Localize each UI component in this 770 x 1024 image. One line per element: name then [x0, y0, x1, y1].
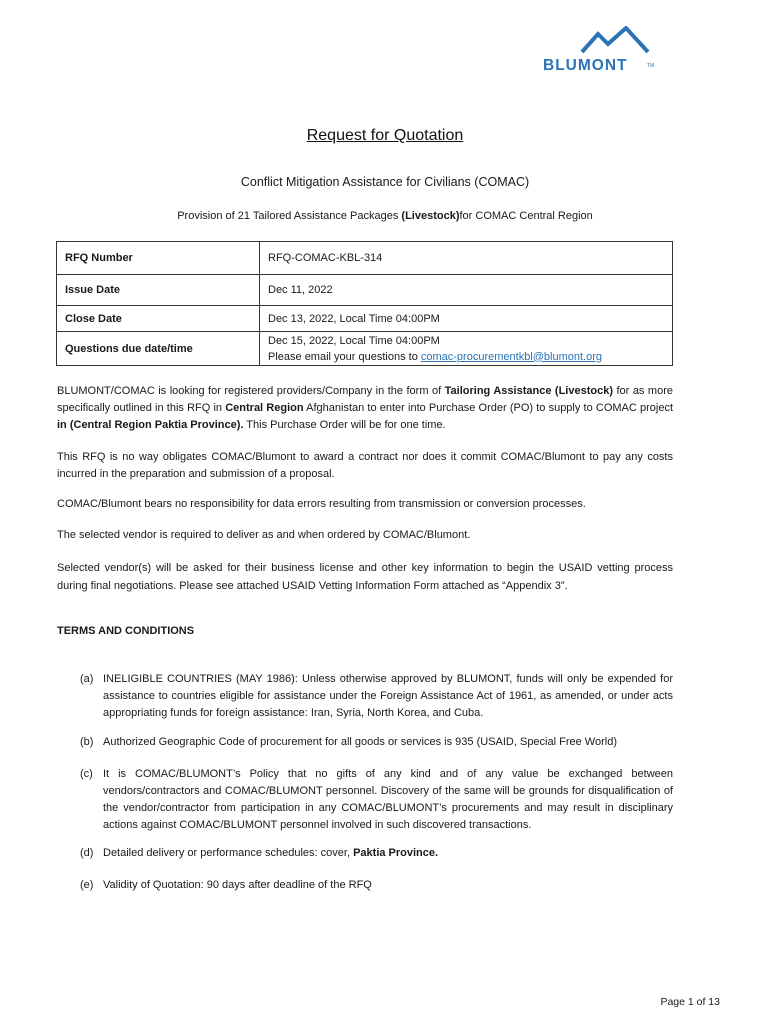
term-bold: Paktia Province. — [353, 847, 439, 859]
provision-post: for COMAC Central Region — [459, 210, 593, 222]
table-row — [57, 306, 673, 332]
term-item — [80, 734, 673, 751]
delivery-paragraph: The selected vendor is required to deliver as and when ordered by COMAC/Blumont. — [57, 529, 471, 541]
questions-email-line — [268, 349, 664, 365]
provision-bold: (Livestock) — [401, 210, 460, 222]
table-row — [57, 275, 673, 306]
intro-paragraph — [57, 383, 673, 434]
term-item — [80, 671, 673, 722]
term-label: (b) — [80, 736, 94, 748]
provision-pre: Provision of 21 Tailored Assistance Packages — [177, 210, 402, 222]
provision-line — [0, 210, 770, 222]
issue-date-label: Issue Date — [57, 275, 260, 306]
intro-text-4: This Purchase Order will be for one time. — [243, 419, 446, 431]
rfq-number-value: RFQ-COMAC-KBL-314 — [260, 242, 673, 275]
intro-text-1: BLUMONT/COMAC is looking for registered providers/Company in the form of — [57, 385, 445, 397]
questions-email-text: Please email your questions to — [268, 350, 421, 363]
term-label: (a) — [80, 673, 94, 685]
close-date-label: Close Date — [57, 306, 260, 332]
term-text: INELIGIBLE COUNTRIES (MAY 1986): Unless otherwise approved by BLUMONT, funds will only be expended for assistance to countries eligible for assistance under the Foreign Assistance Act of 1961, as amended, or under acts appropriating funds for foreign assistance: Iran, Syria, North Korea, and Cuba. — [103, 673, 673, 719]
mountain-logo-icon — [580, 26, 650, 54]
logo-trademark: TM — [647, 63, 655, 69]
term-label: (d) — [80, 847, 94, 859]
term-text: Validity of Quotation: 90 days after deadline of the RFQ — [103, 879, 372, 891]
document-subtitle: Conflict Mitigation Assistance for Civilians (COMAC) — [240, 175, 530, 189]
term-text: Detailed delivery or performance schedules: cover, — [103, 847, 354, 859]
table-row — [57, 332, 673, 366]
close-date-value: Dec 13, 2022, Local Time 04:00PM — [260, 306, 673, 332]
rfq-number-label: RFQ Number — [57, 242, 260, 275]
term-item — [80, 877, 673, 894]
intro-bold-3: in (Central Region Paktia Province). — [57, 419, 244, 431]
vetting-paragraph: Selected vendor(s) will be asked for their business license and other key information to begin the USAID vetting process during final negotiations. Please see attached USAID Vetting Information Form attached as “Appendix 3”. — [57, 562, 673, 592]
intro-bold-1: Tailoring Assistance (Livestock) — [444, 385, 613, 397]
obligation-paragraph: This RFQ is no way obligates COMAC/Blumont to award a contract nor does it commit COMAC/Blumont to pay any costs incurred in the preparation and submission of a proposal. — [57, 451, 673, 480]
rfq-info-table — [56, 241, 673, 366]
term-item — [80, 766, 673, 834]
intro-text-3: Afghanistan to enter into Purchase Order (PO) to supply to COMAC project — [303, 402, 674, 414]
term-text: Authorized Geographic Code of procurement for all goods or services is 935 (USAID, Special Free World) — [103, 736, 617, 748]
terms-heading: TERMS AND CONDITIONS — [57, 625, 195, 637]
data-errors-paragraph: COMAC/Blumont bears no responsibility for data errors resulting from transmission or conversion processes. — [57, 498, 586, 510]
term-label: (c) — [80, 768, 93, 780]
term-text: It is COMAC/BLUMONT’s Policy that no gifts of any kind and of any value be exchanged between vendors/contractors and COMAC/BLUMONT personnel. Discovery of the same will be grounds for disqualification of the vendor/contractor from participation in any COMAC/BLUMONT’s procurements and may result in disciplinary actions against COMAC/BLUMONT personnel involved in such discovered transactions. — [103, 768, 673, 831]
logo-wordmark: BLUMONT — [543, 57, 628, 74]
questions-due-value — [260, 332, 673, 366]
term-label: (e) — [80, 879, 94, 891]
questions-due-date: Dec 15, 2022, Local Time 04:00PM — [268, 334, 440, 347]
questions-due-label: Questions due date/time — [57, 332, 260, 366]
issue-date-value: Dec 11, 2022 — [260, 275, 673, 306]
blumont-logo — [543, 26, 653, 78]
intro-text-2: for as more specifically outlined in this RFQ in — [57, 385, 673, 414]
table-row — [57, 242, 673, 275]
document-title: Request for Quotation — [306, 127, 464, 144]
intro-bold-2: Central Region — [225, 402, 304, 414]
page-number: Page 1 of 13 — [660, 996, 720, 1008]
procurement-email-link[interactable]: comac-procurementkbl@blumont.org — [420, 350, 603, 363]
term-item — [80, 845, 673, 862]
term-text-wrap — [103, 845, 673, 862]
